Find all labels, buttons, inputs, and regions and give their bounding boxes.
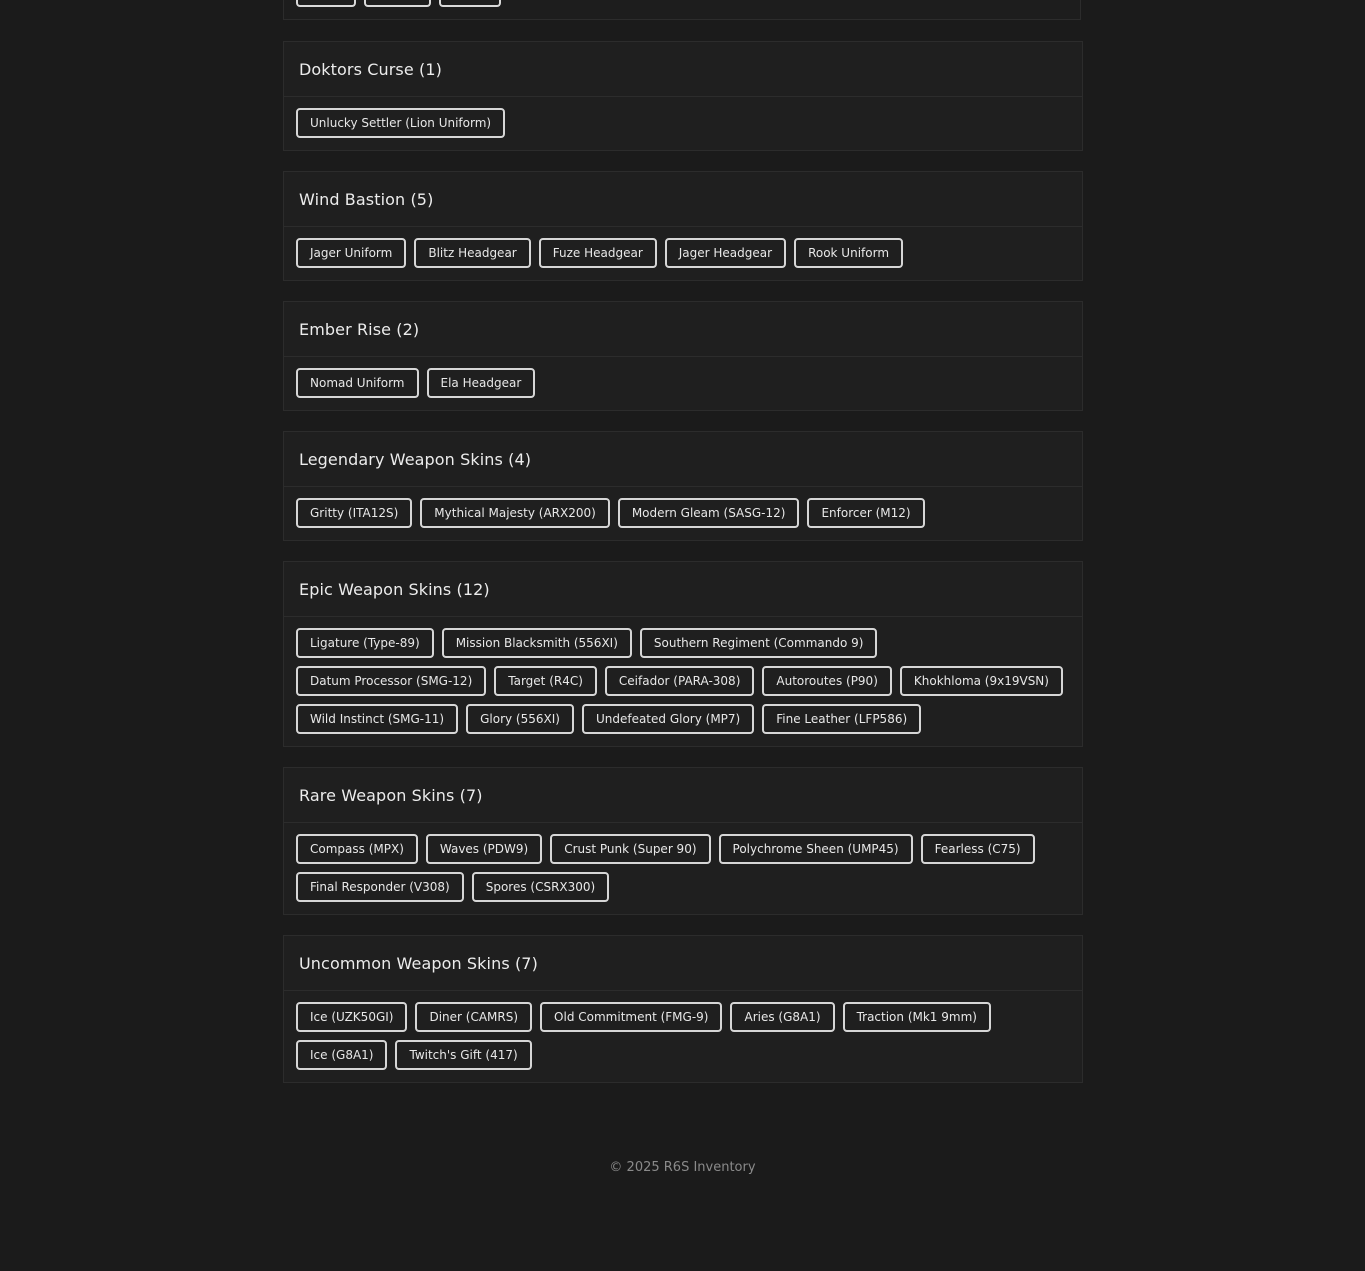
previous-section-card — [283, 0, 1081, 20]
section-header — [284, 936, 1082, 991]
item-chip[interactable]: Datum Processor (SMG-12) — [296, 666, 486, 696]
section-card — [283, 431, 1083, 541]
item-chip[interactable]: Southern Regiment (Commando 9) — [640, 628, 878, 658]
item-chip[interactable]: Crust Punk (Super 90) — [550, 834, 710, 864]
section-title: Uncommon Weapon Skins (7) — [299, 953, 538, 973]
item-chip[interactable]: Wild Instinct (SMG-11) — [296, 704, 458, 734]
section-items — [284, 97, 1082, 150]
item-chip[interactable] — [364, 0, 431, 7]
item-chip[interactable]: Diner (CAMRS) — [415, 1002, 532, 1032]
item-chip[interactable]: Gritty (ITA12S) — [296, 498, 412, 528]
section-card — [283, 301, 1083, 411]
section-items — [284, 487, 1082, 540]
item-chip[interactable]: Autoroutes (P90) — [762, 666, 892, 696]
section-header — [284, 768, 1082, 823]
section-items — [284, 617, 1082, 746]
item-chip[interactable]: Modern Gleam (SASG-12) — [618, 498, 800, 528]
section-items — [284, 823, 1082, 914]
section-header — [284, 432, 1082, 487]
section-header — [284, 562, 1082, 617]
section-title: Wind Bastion (5) — [299, 189, 434, 209]
item-chip[interactable]: Ligature (Type-89) — [296, 628, 434, 658]
section-items — [284, 991, 1082, 1082]
item-chip[interactable]: Khokhloma (9x19VSN) — [900, 666, 1063, 696]
item-chip[interactable]: Target (R4C) — [494, 666, 597, 696]
item-chip[interactable]: Ceifador (PARA-308) — [605, 666, 754, 696]
item-chip[interactable] — [439, 0, 501, 7]
item-chip[interactable]: Mythical Majesty (ARX200) — [420, 498, 610, 528]
section-title: Epic Weapon Skins (12) — [299, 579, 490, 599]
item-chip[interactable]: Glory (556XI) — [466, 704, 574, 734]
item-chip[interactable]: Old Commitment (FMG-9) — [540, 1002, 722, 1032]
item-chip[interactable]: Fuze Headgear — [539, 238, 657, 268]
section-header — [284, 42, 1082, 97]
item-chip[interactable]: Compass (MPX) — [296, 834, 418, 864]
item-chip[interactable]: Blitz Headgear — [414, 238, 530, 268]
section-card — [283, 171, 1083, 281]
section-header — [284, 172, 1082, 227]
section-card — [283, 41, 1083, 151]
item-chip[interactable]: Aries (G8A1) — [730, 1002, 834, 1032]
section-card — [283, 935, 1083, 1083]
section-card — [283, 767, 1083, 915]
section-title: Ember Rise (2) — [299, 319, 420, 339]
section-card — [283, 561, 1083, 747]
sections-list — [283, 41, 1083, 1103]
section-items — [284, 227, 1082, 280]
section-title: Legendary Weapon Skins (4) — [299, 449, 532, 469]
item-chip[interactable]: Waves (PDW9) — [426, 834, 542, 864]
item-chip[interactable]: Enforcer (M12) — [807, 498, 924, 528]
item-chip[interactable]: Rook Uniform — [794, 238, 903, 268]
item-chip[interactable]: Undefeated Glory (MP7) — [582, 704, 754, 734]
item-chip[interactable]: Final Responder (V308) — [296, 872, 464, 902]
item-chip[interactable]: Traction (Mk1 9mm) — [843, 1002, 991, 1032]
item-chip[interactable]: Ice (UZK50GI) — [296, 1002, 407, 1032]
section-title: Rare Weapon Skins (7) — [299, 785, 483, 805]
item-chip[interactable] — [296, 0, 356, 7]
section-title: Doktors Curse (1) — [299, 59, 442, 79]
item-chip[interactable]: Polychrome Sheen (UMP45) — [719, 834, 913, 864]
item-chip[interactable]: Ela Headgear — [427, 368, 536, 398]
item-chip[interactable]: Mission Blacksmith (556XI) — [442, 628, 632, 658]
footer-copyright: © 2025 R6S Inventory — [609, 1160, 756, 1175]
section-header — [284, 302, 1082, 357]
section-items — [284, 357, 1082, 410]
item-chip[interactable]: Fine Leather (LFP586) — [762, 704, 921, 734]
item-chip[interactable]: Fearless (C75) — [921, 834, 1035, 864]
item-chip[interactable]: Unlucky Settler (Lion Uniform) — [296, 108, 505, 138]
item-chip[interactable]: Jager Headgear — [665, 238, 786, 268]
item-chip[interactable]: Twitch's Gift (417) — [395, 1040, 531, 1070]
item-chip[interactable]: Spores (CSRX300) — [472, 872, 610, 902]
item-chip[interactable]: Ice (G8A1) — [296, 1040, 387, 1070]
item-chip[interactable]: Jager Uniform — [296, 238, 406, 268]
item-chip[interactable]: Nomad Uniform — [296, 368, 419, 398]
